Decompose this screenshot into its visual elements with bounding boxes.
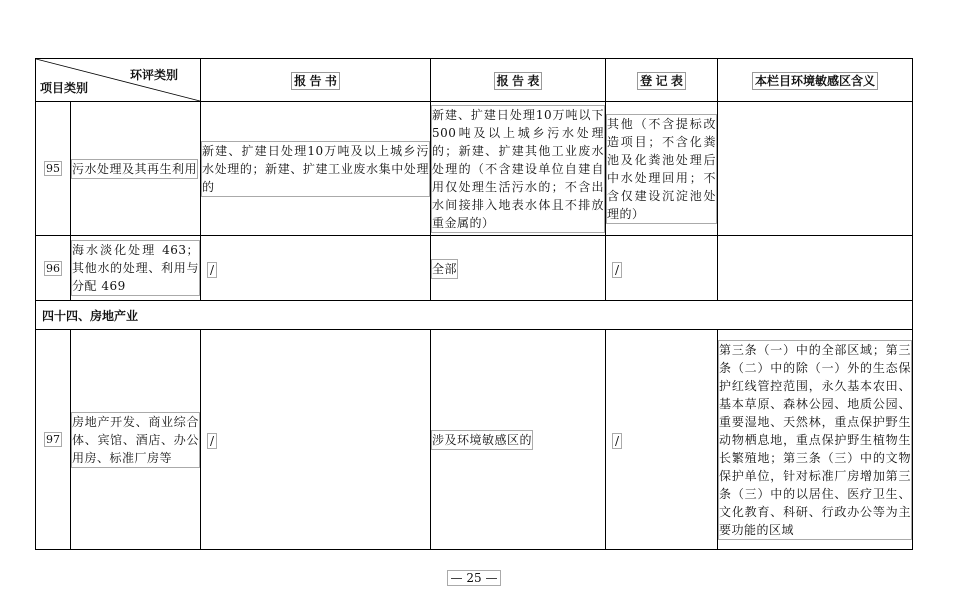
report-book-cell: / — [201, 236, 431, 301]
row-number: 95 — [36, 102, 71, 236]
classification-table — [35, 58, 913, 550]
col-header-sensitive-area: 本栏目环境敏感区含义 — [718, 59, 913, 102]
page-number: — 25 — — [438, 571, 510, 585]
sensitive-area-cell — [718, 102, 913, 236]
table-row — [36, 236, 913, 301]
registration-cell: 其他（不含提标改造项目；不含化粪池及化粪池处理后中水处理回用；不含仅建设沉淀池处理的） — [606, 102, 718, 236]
report-form-cell: 全部 — [431, 236, 606, 301]
report-form-cell: 新建、扩建日处理10万吨以下500吨及以上城乡污水处理的；新建、扩建其他工业废水处理的（不含建设单位自建自用仅处理生活污水的；不含出水间接排入地表水体且不排放重金属的） — [431, 102, 606, 236]
project-name-cell: 污水处理及其再生利用 — [71, 102, 201, 236]
diagonal-header-cell — [36, 59, 201, 102]
page-number-value: 25 — [466, 571, 482, 585]
row-number: 97 — [36, 330, 71, 550]
col-header-report-form: 报 告 表 — [431, 59, 606, 102]
report-book-cell: / — [201, 330, 431, 550]
registration-cell: / — [606, 330, 718, 550]
sensitive-area-cell: 第三条（一）中的全部区域；第三条（二）中的除（一）外的生态保护红线管控范围，永久基本农田、基本草原、森林公园、地质公园、重要湿地、天然林，重点保护野生动物栖息地，重点保护野生植物生长繁殖地；第三条（三）中的文物保护单位，针对标准厂房增加第三条（三）中的以居住、医疗卫生、文化教育、科研、行政办公等为主要功能的区域 — [718, 330, 913, 550]
section-title: 四十四、房地产业 — [36, 301, 913, 330]
section-row — [36, 301, 913, 330]
report-book-cell: 新建、扩建日处理10万吨及以上城乡污水处理的；新建、扩建工业废水集中处理的 — [201, 102, 431, 236]
category-type-label: 环评类别 — [129, 68, 178, 82]
project-name-cell: 房地产开发、商业综合体、宾馆、酒店、办公用房、标准厂房等 — [71, 330, 201, 550]
table-row — [36, 102, 913, 236]
project-type-label: 项目类别 — [40, 81, 89, 95]
row-number: 96 — [36, 236, 71, 301]
registration-cell: / — [606, 236, 718, 301]
report-form-cell: 涉及环境敏感区的 — [431, 330, 606, 550]
sensitive-area-cell — [718, 236, 913, 301]
header-row — [36, 59, 913, 102]
col-header-registration: 登 记 表 — [606, 59, 718, 102]
table-row — [36, 330, 913, 550]
project-name-cell: 海水淡化处理 463；其他水的处理、利用与分配 469 — [71, 236, 201, 301]
col-header-report-book: 报 告 书 — [201, 59, 431, 102]
